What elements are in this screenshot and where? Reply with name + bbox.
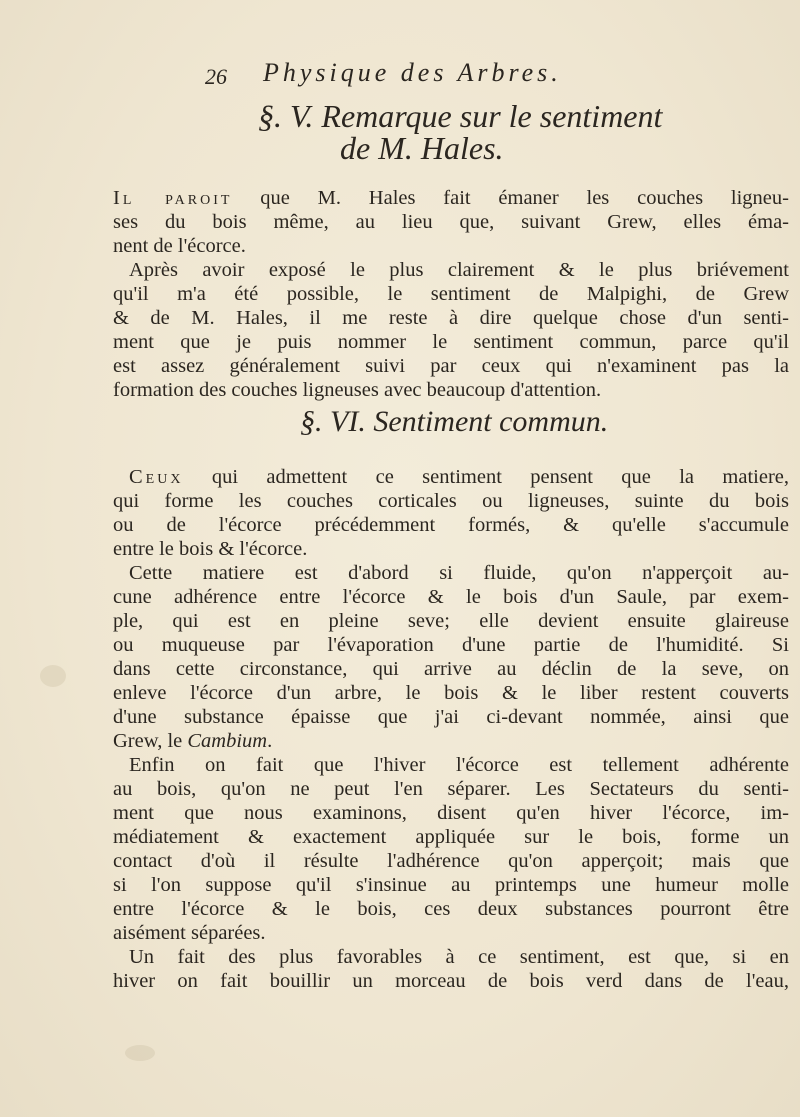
text-line: si l'on suppose qu'il s'insinue au printemps une humeur molle [113,874,789,896]
section-heading: §. V. Remarque sur le sentiment [258,98,663,134]
text-line: médiatement & exactement appliquée sur le bois, forme un [113,826,789,848]
text-line: entre le bois & l'écorce. [113,538,308,560]
text-line: Il paroit que M. Hales fait émaner les couches ligneu- [113,187,789,209]
text-line: nent de l'écorce. [113,235,246,257]
paper-stain [125,1045,155,1061]
text-line: est assez généralement suivi par ceux qui n'examinent pas la [113,355,789,377]
text-line: enleve l'écorce d'un arbre, le bois & le liber restent couverts [113,682,789,704]
text-fragment: Grew, le Cambium. [113,730,273,752]
text-line: Un fait des plus favorables à ce sentiment, est que, si en [129,946,789,968]
lead-words: Il paroit [113,187,233,209]
text-line: ou muqueuse par l'évaporation d'une partie de l'humidité. Si [113,634,789,656]
text-line: ment que nous examinons, disent qu'en hiver l'écorce, im- [113,802,789,824]
text-line: & de M. Hales, il me reste à dire quelque chose d'un senti- [113,307,789,329]
text-line: au bois, qu'on ne peut l'en séparer. Les Sectateurs du senti- [113,778,789,800]
text-line: d'une substance épaisse que j'ai ci-devant nommée, ainsi que [113,706,789,728]
page-number: 26 [205,64,227,89]
text-line: Après avoir exposé le plus clairement & le plus briévement [129,259,789,281]
lead-words: Ceux [129,466,184,488]
text-line: entre l'écorce & le bois, ces deux substances pourront être [113,898,789,920]
text-line: qui forme les couches corticales ou ligneuses, suinte du bois [113,490,789,512]
text-line: ment que je puis nommer le sentiment commun, parce qu'il [113,331,789,353]
text-line: Cette matiere est d'abord si fluide, qu'on n'apperçoit au- [129,562,789,584]
emphasis: Cambium [187,730,268,752]
text-line: dans cette circonstance, qui arrive au déclin de la seve, on [113,658,789,680]
text-line: Ceux qui admettent ce sentiment pensent que la matiere, [129,466,789,488]
text-line: contact d'où il résulte l'adhérence qu'on apperçoit; mais que [113,850,789,872]
paper-stain [40,665,66,687]
section-heading: de M. Hales. [340,130,504,166]
text-line: Enfin on fait que l'hiver l'écorce est tellement adhérente [129,754,789,776]
running-head [205,58,685,94]
text-line: formation des couches ligneuses avec beaucoup d'attention. [113,379,602,401]
text-line: hiver on fait bouillir un morceau de bois verd dans de l'eau, [113,970,789,992]
text-line [113,729,789,753]
section-heading: §. VI. Sentiment commun. [300,405,609,438]
text-line: cune adhérence entre l'écorce & le bois d'un Saule, par exem- [113,586,789,608]
text-line: ou de l'écorce précédemment formés, & qu'elle s'accumule [113,514,789,536]
text-line: qu'il m'a été possible, le sentiment de Malpighi, de Grew [113,283,789,305]
text-line: ses du bois même, au lieu que, suivant Grew, elles éma- [113,211,789,233]
running-title: Physique des Arbres. [263,58,562,87]
text-line: ple, qui est en pleine seve; elle devient ensuite glaireuse [113,610,789,632]
text-line: aisément séparées. [113,922,266,944]
